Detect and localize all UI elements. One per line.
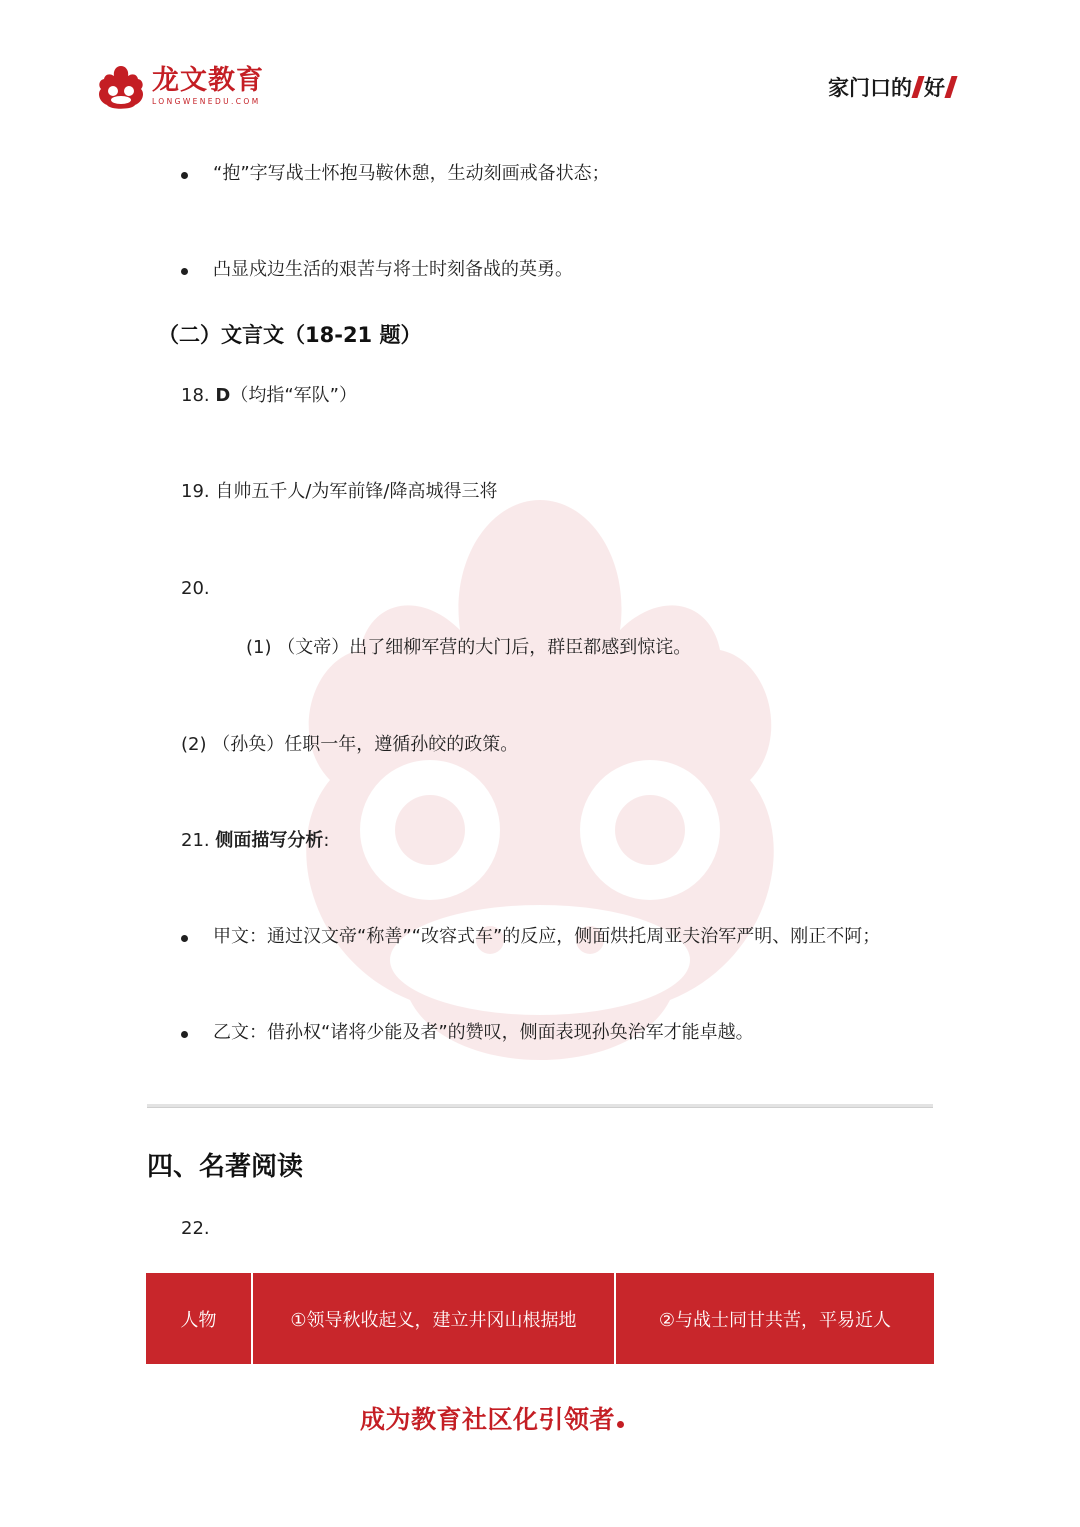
question-19: 19. 自帅五千人/为军前锋/降高城得三将 [181,481,498,502]
header-slogan [828,72,957,102]
question-22: 22. [181,1218,210,1239]
slogan-text: 家门口的 [828,76,912,100]
section-heading: （二）文言文（18-21 题） [158,323,422,347]
table-cell: ①领导秋收起义，建立井冈山根据地 [253,1273,614,1364]
footer-dot-icon [617,1421,624,1428]
answer-bullet: 乙文：借孙权“诸将少能及者”的赞叹，侧面表现孙奂治军才能卓越。 [213,1022,754,1043]
table-cell: ②与战士同甘共苦，平易近人 [616,1273,934,1364]
footer-slogan [360,1400,624,1436]
table-cell: 人物 [146,1273,251,1364]
answer-choice: D [215,385,231,406]
slash-mark-icon [944,76,957,98]
question-20-part-2: (2) （孙奂）任职一年，遵循孙皎的政策。 [181,734,519,755]
answer-bullet: “抱”字写战士怀抱马鞍休憩，生动刻画戒备状态； [213,163,610,184]
logo-chinese-name: 龙文教育 [152,64,264,96]
answer-bullet: 甲文：通过汉文帝“称善”“改容式车”的反应，侧面烘托周亚夫治军严明、刚正不阿； [213,926,881,947]
bullet-dot [181,935,188,942]
logo-domain: LONGWENEDU.COM [152,96,261,106]
bullet-dot [181,268,188,275]
answer-table [146,1273,934,1364]
question-18 [181,384,357,408]
slash-mark-icon [911,76,924,98]
question-20: 20. [181,578,210,599]
question-21 [181,829,329,853]
slogan-highlight: 好 [924,76,945,100]
question-20-part-1: (1) （文帝）出了细柳军营的大门后，群臣都感到惊诧。 [246,637,692,658]
question-number: 18. [181,385,210,406]
section-heading: 四、名著阅读 [147,1152,304,1182]
brand-logo[interactable] [96,60,264,112]
bullet-dot [181,172,188,179]
answer-note: （均指“军队”） [230,385,357,406]
colon: : [323,830,330,851]
bullet-dot [181,1031,188,1038]
section-divider [147,1104,933,1108]
footer-text: 成为教育社区化引领者 [360,1405,616,1434]
question-number: 21. [181,830,210,851]
answer-bullet: 凸显戍边生活的艰苦与将士时刻备战的英勇。 [213,259,573,280]
question-title: 侧面描写分析 [215,830,324,851]
dragon-logo-icon [96,62,146,110]
